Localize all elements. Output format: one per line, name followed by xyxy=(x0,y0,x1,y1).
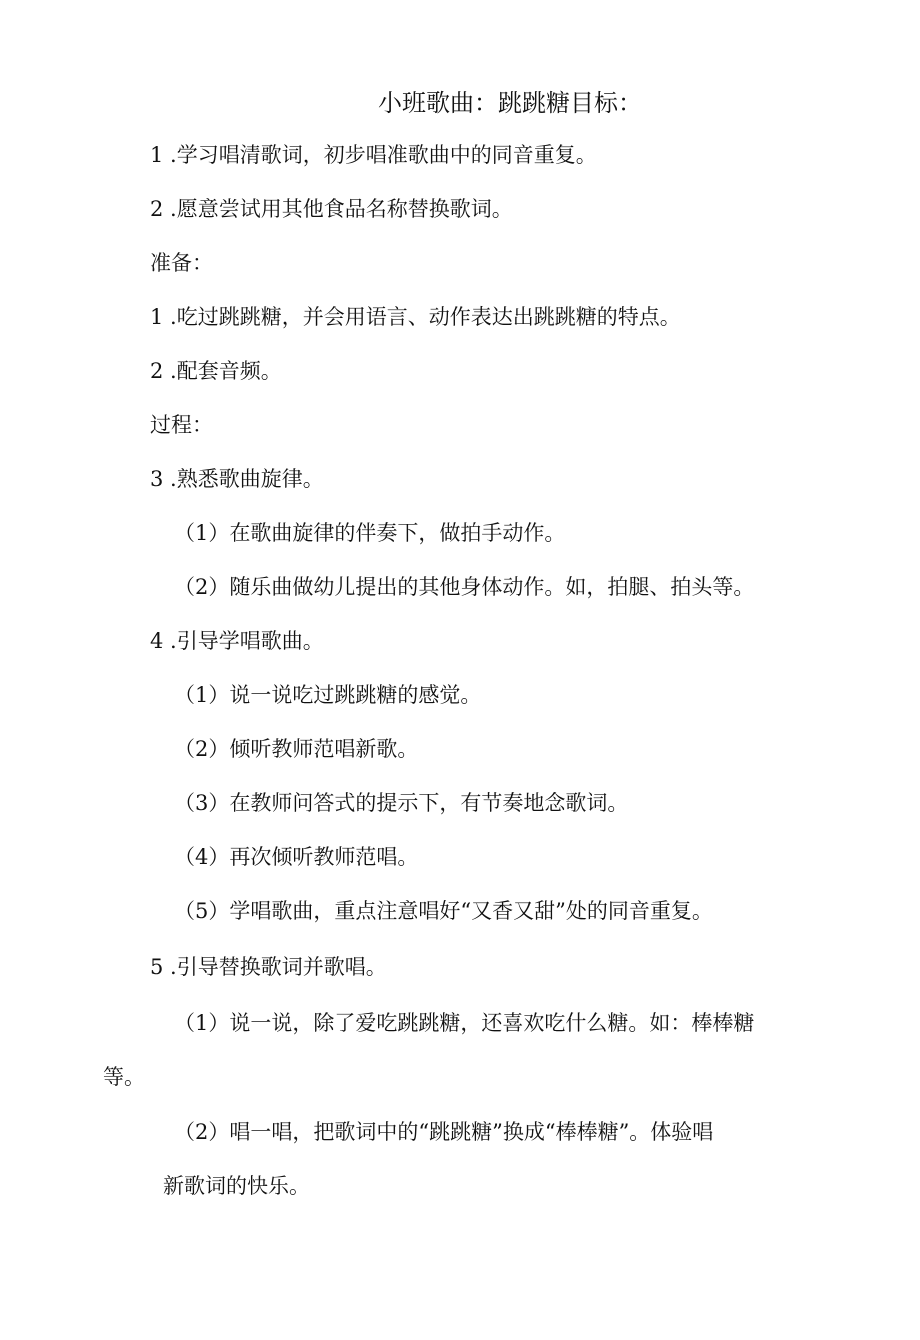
step3-heading: 3 .熟悉歌曲旋律。 xyxy=(150,467,324,491)
step4-item-1: （1）说一说吃过跳跳糖的感觉。 xyxy=(174,683,482,707)
step4-item-4: （4）再次倾听教师范唱。 xyxy=(174,845,419,869)
step3-item-2: （2）随乐曲做幼儿提出的其他身体动作。如，拍腿、拍头等。 xyxy=(174,575,755,599)
step4-item-2: （2）倾听教师范唱新歌。 xyxy=(174,737,419,761)
step5-item-1-line-2: 等。 xyxy=(103,1065,145,1089)
step5-item-1-line-1: （1）说一说，除了爱吃跳跳糖，还喜欢吃什么糖。如：棒棒糖 xyxy=(174,1011,755,1035)
step3-item-1: （1）在歌曲旋律的伴奏下，做拍手动作。 xyxy=(174,521,566,545)
goal-item-2: 2 .愿意尝试用其他食品名称替换歌词。 xyxy=(150,197,513,221)
prep-item-2: 2 .配套音频。 xyxy=(150,359,282,383)
prep-heading: 准备： xyxy=(150,251,213,275)
step4-item-3: （3）在教师问答式的提示下，有节奏地念歌词。 xyxy=(174,791,629,815)
goal-item-1: 1 .学习唱清歌词，初步唱准歌曲中的同音重复。 xyxy=(150,143,597,167)
step4-item-5: （5）学唱歌曲，重点注意唱好“又香又甜”处的同音重复。 xyxy=(174,899,713,923)
step5-heading: 5 .引导替换歌词并歌唱。 xyxy=(150,955,387,979)
step5-item-2-line-1: （2）唱一唱，把歌词中的“跳跳糖”换成“棒棒糖”。体验唱 xyxy=(174,1120,714,1144)
document-title: 小班歌曲：跳跳糖目标： xyxy=(378,89,642,117)
prep-item-1: 1 .吃过跳跳糖，并会用语言、动作表达出跳跳糖的特点。 xyxy=(150,305,681,329)
step4-heading: 4 .引导学唱歌曲。 xyxy=(150,629,324,653)
step5-item-2-line-2: 新歌词的快乐。 xyxy=(163,1174,310,1198)
process-heading: 过程： xyxy=(150,413,213,437)
